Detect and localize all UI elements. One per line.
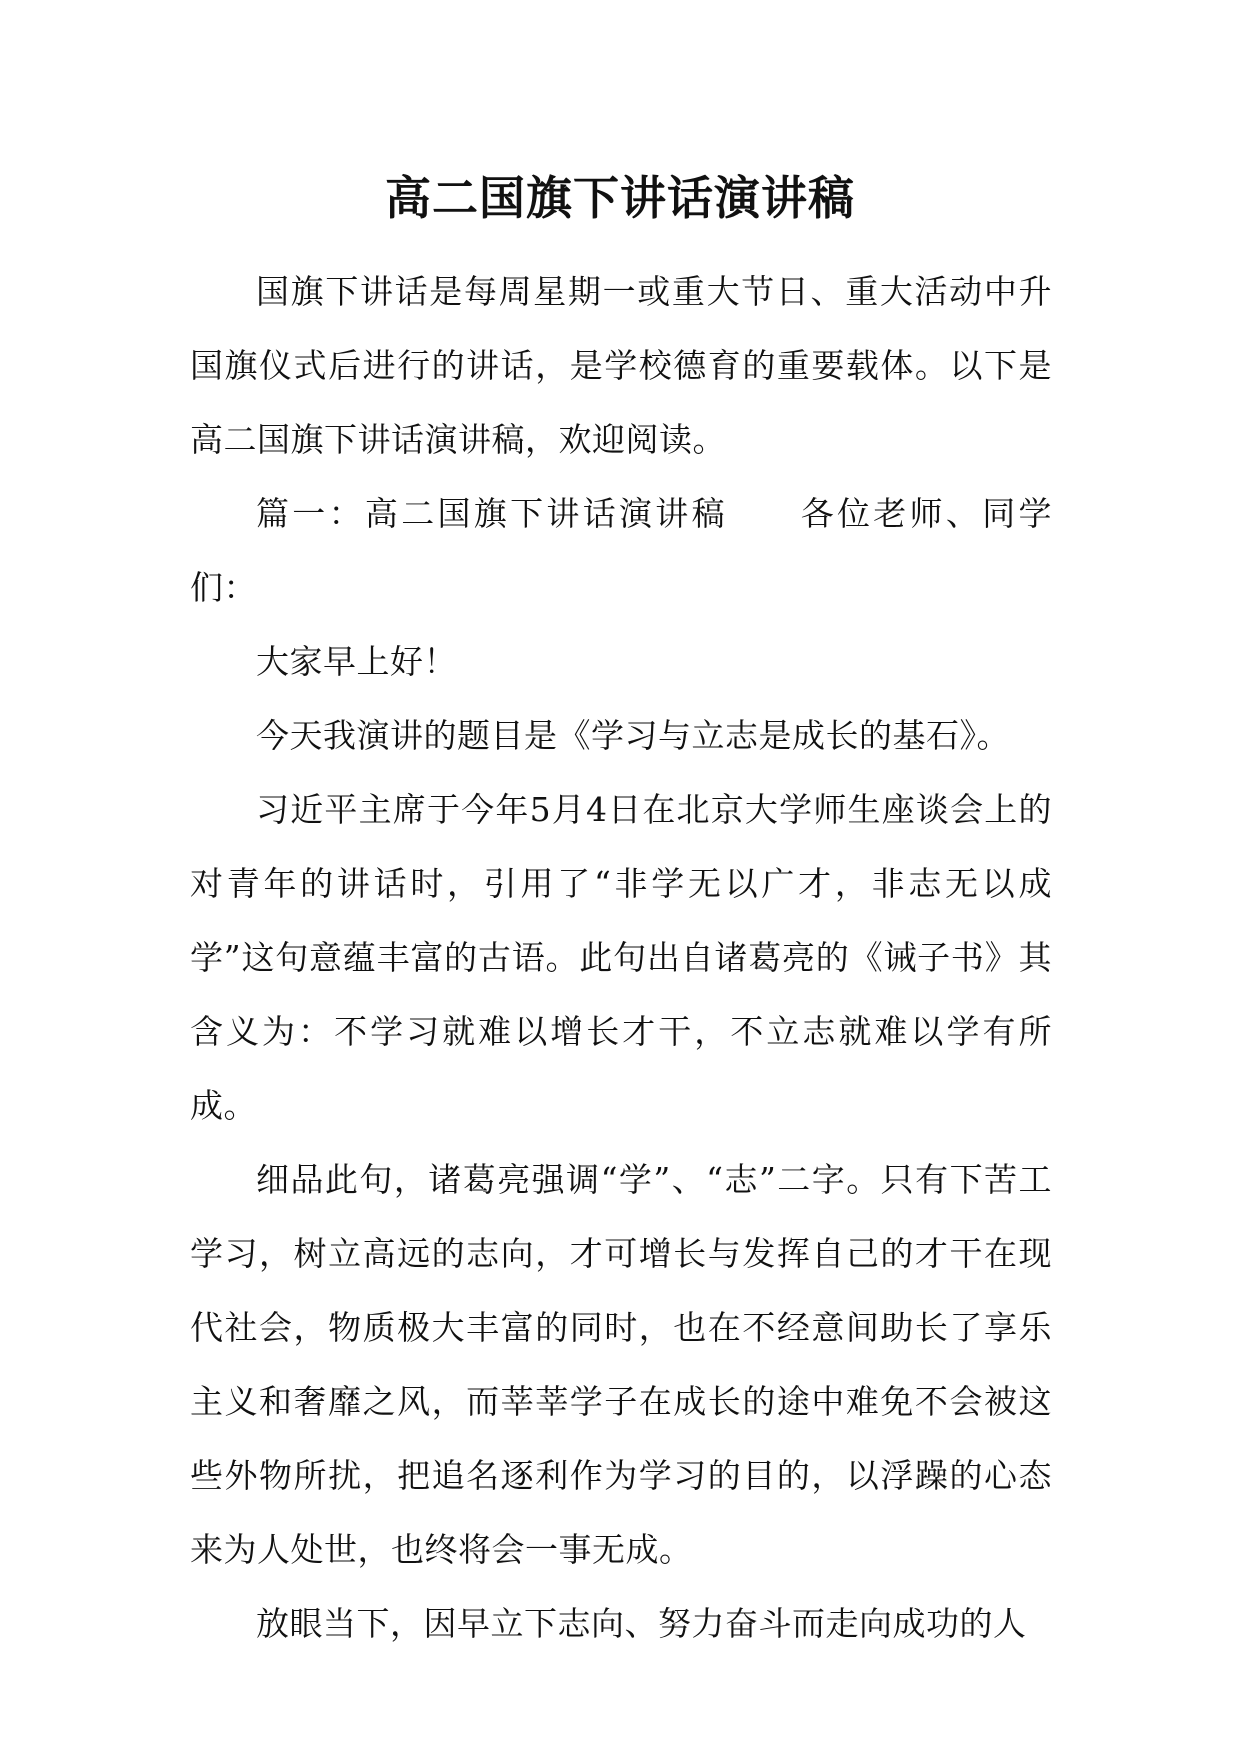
- analysis-paragraph: 细品此句，诸葛亮强调“学”、“志”二字。只有下苦工学习，树立高远的志向，才可增长与发挥自己的才干在现代社会，物质极大丰富的同时，也在不经意间助长了享乐主义和奢靡之风，而莘莘学子在成长的途中难免不会被这些外物所扰，把追名逐利作为学习的目的，以浮躁的心态来为人处世，也终将会一事无成。: [190, 1160, 1052, 1569]
- topic-paragraph: 今天我演讲的题目是《学习与立志是成长的基石》。: [256, 716, 1010, 755]
- intro-paragraph: 国旗下讲话是每周星期一或重大节日、重大活动中升国旗仪式后进行的讲话，是学校德育的重要载体。以下是高二国旗下讲话演讲稿，欢迎阅读。: [190, 272, 1052, 459]
- quote-paragraph: 习近平主席于今年5月4日在北京大学师生座谈会上的对青年的讲话时，引用了“非学无以广才，非志无以成学”这句意蕴丰富的古语。此句出自诸葛亮的《诫子书》其含义为：不学习就难以增长才干，不立志就难以学有所成。: [190, 790, 1052, 1125]
- document-body: [190, 255, 1052, 1661]
- document-title: 高二国旗下讲话演讲稿: [385, 171, 855, 225]
- section-heading-line: [190, 477, 1052, 625]
- closing-paragraph: 放眼当下，因早立下志向、努力奋斗而走向成功的人: [256, 1604, 1027, 1643]
- salutation: 各位老师、同学们：: [190, 494, 1053, 607]
- greeting-paragraph: 大家早上好！: [256, 642, 457, 681]
- section-heading: 篇一：高二国旗下讲话演讲稿: [256, 494, 728, 533]
